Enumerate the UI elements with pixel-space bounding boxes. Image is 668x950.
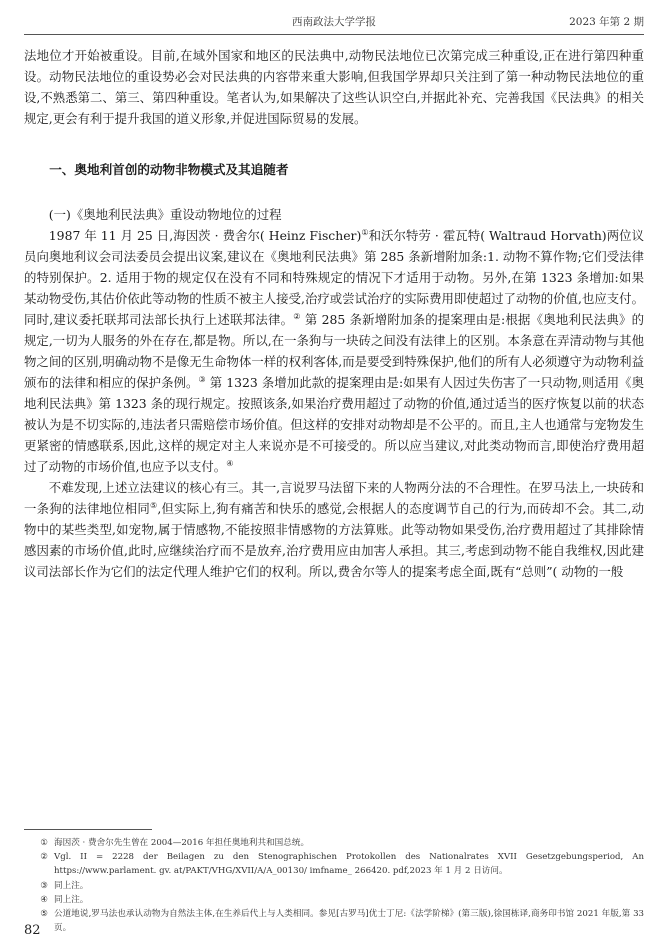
text-run: 第 285 条新增附加条的提案理由是:根据《奥地利民法典》的规定,一切为人服务的外在存在,都是物。所以,在一条狗与一块砖之间没有法律上的区别。本条意在弄清动物与其他物之间的区别,明确动物不是像无生命物体一样的权利客体,而是要受到特殊保护,他们的所有人必须遵守为动物利益颁布的法律和相应的保护条例。 [24,312,644,390]
text-run: 1987 年 11 月 25 日,海因茨 · 费舍尔( Heinz Fischer) [48,228,362,243]
running-header [24,14,644,32]
footnote-item [24,836,644,850]
paragraph-proposal [24,225,644,477]
text-run: 不难发现,上述立法建议的核心有三。其一,言说罗马法留下来的人物两分法的不合理性。在罗马法上,一块砖和一条狗的法律地位相同 [24,480,644,516]
journal-name: 西南政法大学学报 [292,16,376,28]
paragraph-continued: 法地位才开始被重设。目前,在域外国家和地区的民法典中,动物民法地位已次第完成三种重设,正在进行第四种重设。动物民法地位的重设势必会对民法典的内容带来重大影响,但我国学界却只关注到了第一种动物民法地位的重设,不熟悉第二、第三、第四种重设。笔者认为,如果解决了这些认识空白,并据此补充、完善我国《民法典》的相关规定,更会有利于提升我国的道义形象,并促进国际贸易的发展。 [24,48,644,126]
footnote-text: 海因茨 · 费舍尔先生曾在 2004—2016 年担任奥地利共和国总统。 [54,838,310,848]
footnotes [24,836,644,935]
main-text [24,45,644,582]
footnote-mark: ② [40,852,48,863]
text-run: 和沃尔特劳 · 霍瓦特( Waltraud Horvath)两位议员向奥地利议会司法委员会提出议案,建议在《奥地利民法典》第 285 条新增附加条:1. 动物不算作物;它们受法律的特别保护。2. 适用于物的规定仅在没有不同和特殊规定的情况下才适用于动物。另外,在第 1323 条增加:如果某动物受伤,其估价依此等动物的性质不被主人接受,治疗或尝试治疗的实际费用即使超过了动物的价值,也应支付。同时,建议委托联邦司法部长执行上述联邦法律。 [24,228,645,327]
sub-heading: (一)《奥地利民法典》重设动物地位的过程 [48,207,282,222]
footnote-item [24,907,644,935]
header-rule [24,34,644,35]
footnote-mark: ③ [40,880,48,891]
text-run: 第 1323 条增加此款的提案理由是:如果有人因过失伤害了一只动物,则适用《奥地利民法典》第 1323 条的现行规定。按照该条,如果治疗费用超过了动物的价值,通过适当的医疗恢复以前的状态被认为是不切实际的,违法者只需赔偿市场价值。但这样的安排对动物却是不公平的。而且,主人也通常与宠物发生更紧密的情感联系,因此,这样的规定对主人来说亦是不可接受的。所以应当建议,对此类动物而言,即使治疗费用超过了动物的市场价值,也应予以支付。 [24,375,644,474]
footnote-rule [24,829,152,830]
footnote-text: 同上注。 [54,880,89,891]
footnote-item [24,850,644,878]
text-run: ,但实际上,狗有痛苦和快乐的感觉,会根据人的态度调节自己的行为,而砖却不会。其二,动物中的某些类型,如宠物,属于情感物,不能按照非情感物的方法算账。此等动物如果受伤,治疗费用超过了其排除情感因素的市场价值,此时,应继续治疗而不是放弃,治疗费用应由加害人承担。其三,考虑到动物不能自我维权,因此建议司法部长作为它们的法定代理人维护它们的权利。所以,费舍尔等人的提案考虑全面,既有“总则”( 动物的一般 [24,501,645,579]
footnote-ref-2[interactable]: ② [293,311,301,321]
footnote-ref-4[interactable]: ④ [226,458,234,468]
page-number: 82 [24,923,41,938]
footnote-text: Vgl. II = 2228 der Beilagen zu den Stenographischen Protokollen des Nationalrates XVII Gesetzgebungsperiod, An https://www.parlament. gv. at/PAKT/VHG/XVII/A/A_00130/ imfname_ 266420. pdf,2023 年 1 月 2 日访问。 [54,852,644,877]
footnote-ref-3[interactable]: ③ [198,374,206,384]
issue-number: 2023 年第 2 期 [569,16,644,28]
footnote-mark: ④ [40,894,48,905]
footnote-item [24,893,644,907]
section-heading: 一、奥地利首创的动物非物模式及其追随者 [49,162,289,177]
footnote-ref-5[interactable]: ⑤ [149,500,158,510]
paragraph-analysis [24,477,644,582]
footnote-item [24,879,644,893]
footnote-ref-1[interactable]: ① [361,227,369,237]
footnote-text: 同上注。 [54,894,89,905]
footnote-mark: ⑤ [40,909,48,920]
footnote-text: 公道地说,罗马法也承认动物为自然法主体,在生养后代上与人类相同。参见[古罗马]优士丁尼:《法学阶梯》(第三版),徐国栋译,商务印书馆 2021 年版,第 33 页。 [54,909,644,934]
footnote-mark: ① [40,838,48,848]
